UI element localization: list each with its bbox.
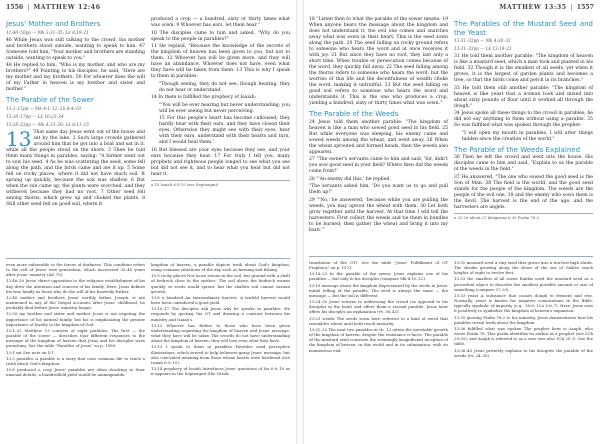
- study-note: 13:35 quoting Psalm 78:2 to his ministry, Jesus demonstrates how his parables reveal truth about the kingdom.: [454, 314, 593, 325]
- verse-paragraph: 16 But blessed are your eyes because they see, and your ears because they hear. 17 For truly I tell you, many prophets and righteous people longed to see what you see but did not see it, and to hear what you hear but did not hear it.: [151, 147, 290, 177]
- study-note: 12:46–50 Jesus' direct opposition to the religious establishment of his day drew the attention and concern of his family. Here, Jesus defines his true family as those who do the will of his heavenly Father.: [6, 278, 145, 294]
- verse-paragraph: 28 "'An enemy did this,' he replied.: [309, 176, 391, 182]
- verse-paragraph: 11 He replied, "Because the knowledge of the secrets of the kingdom of heaven has been given to you, but not to them. 12 Whoever has will be given more, and they will have an abundance. Whoever does not have, even what they have will be taken from them. 13 This is why I speak to them in parables:: [151, 44, 290, 79]
- study-note: 13:31 mustard seed A tiny seed that grows into a ten-foot-high shrub. The shrubs growing along the shore of the sea of Galilee reach heights of eight to twelve feet.: [454, 260, 593, 276]
- verse-paragraph: 14 In them is fulfilled the prophecy of Isaiah:: [151, 95, 257, 100]
- study-note: 12:50 my brother and sister and mother Jesus is not negating the importance of his natural family, but his is emphasizing the greater importance of loyalty to the kingdom of God.: [6, 311, 145, 327]
- study-note: 13:24–30 Jesus returns to addressing the crowd (as opposed to his disciples in the boat) and offers them a second parable. Jesus later offers his disciples an explanation (vv. 36–43).: [309, 299, 448, 315]
- verse-paragraph: [6, 126, 145, 208]
- study-note: 13:8 a hundred An extraordinary harvest. A tenfold harvest would have been considered a good yield.: [151, 294, 290, 306]
- study-notes-divider: [309, 256, 593, 257]
- book-gutter: [296, 0, 304, 444]
- verse-paragraph: 33 He told them still another parable: "The kingdom of heaven is like yeast that a woman took and mixed into about sixty pounds of flour until it worked all through the dough.": [454, 85, 593, 109]
- right-running-head: [310, 4, 594, 16]
- study-note: 13:18–23 In the parable of the sower, Jesus explains one of his parables — but only to his disciples (compare Mk 4:10–12).: [309, 271, 448, 282]
- left-head-separator: |: [27, 4, 30, 11]
- study-note: 13:33 the smallest of all seeds Rabbis used the mustard seed as a proverbial object to describe the smallest possible amount or size of something (compare 17:20).: [454, 276, 593, 292]
- verse-paragraph: 29 "'No,' he answered, 'because while you are pulling the weeds, you may uproot the wheat with them. 30 Let both grow together until the harvest. At that time I will tell the harvesters: First collect the weeds and tie them in bundles to be burned; then gather the wheat and bring it into my barn.'": [309, 197, 448, 233]
- cross-reference: 13:18–23pp — Mk 4:13–20; Lk 8:11–15: [6, 121, 89, 127]
- study-note: 13:25 weeds The seeds sown here referred to a kind of weed that resembles wheat until both reach maturity.: [309, 315, 448, 326]
- poetry-line: "I will open my mouth in parables, I will utter things hidden since the creation of the world.": [462, 130, 593, 142]
- verse-text: That same day Jesus went out of the house and sat by the lake. 2 Such large crowds gathered around him that he got into a boat and sat in it, while all the people stood on the shore. 3 Then he told them many things in parables, saying: "A farmer went out to sow his seed. 4 As he was scattering the seed, some fell along the path, and the birds came and ate it up. 5 Some fell on rocky places, where it did not have much soil. It sprang up quickly, because the soil was shallow. 6 But when the sun came up, the plants were scorched, and they withered because they had no root. 7 Other seed fell among thorns, which grew up and choked the plants. 8 Still other seed fell on good soil, where it: [6, 129, 145, 207]
- right-page: [304, 0, 600, 444]
- study-note: 13:33 yeast A substance that causes dough to ferment and rise. Normally, yeast is known for negative connotations in the Bible, typically symbolic of impurity (e.g., 16:6; 1Co 5:6–7). Here, Jesus uses it positively to symbolize the kingdom of heaven's expansion.: [454, 292, 593, 314]
- verse-paragraph: 36 Then he left the crowd and went into the house. His disciples came to him and said, "Explain to us the parable of the weeds in the field.": [454, 155, 593, 172]
- study-note: 13:10–17 The disciples ask Jesus why he speaks in parables. He responds by quoting the OT and drawing a contrast between his ministry and Isaiah's.: [151, 306, 290, 322]
- right-page-number: 1557: [576, 4, 594, 11]
- verse-paragraph: 18 "Listen then to what the parable of the sower means: 19 When anyone hears the message about the kingdom and does not understand it, the evil one comes and snatches away what was sown in their heart. This is the seed sown along the path. 20 The seed falling on rocky ground refers to someone who hears the word and at once receives it with joy. 21 But since they have no root, they last only a short time. When trouble or persecution comes because of the word, they quickly fall away. 22 The seed falling among the thorns refers to someone who hears the word, but the worries of this life and the deceitfulness of wealth choke the word, making it unfruitful. 23 But the seed falling on good soil refers to someone who hears the word and understands it. This is the one who produces a crop, yielding a hundred, sixty or thirty times what was sown.": [309, 17, 448, 106]
- right-head-separator: |: [570, 4, 573, 11]
- cross-reference: 13:16–17pp — Lk 10:23–24: [6, 113, 64, 119]
- verse-paragraph: 27 "The owner's servants came to him and said, 'Sir, didn't you sow good seed in your field? Where then did the weeds come from?': [309, 157, 448, 174]
- verse-paragraph: 37 He answered, "The one who sowed the good seed is the Son of Man. 38 The field is the world, and the good seed stands for the people of the kingdom. The weeds are the people of the evil one, 39 and the enemy who sows them is the devil. The harvest is the end of the age, and the harvesters are angels.: [454, 174, 593, 210]
- cross-reference: 12:46–50pp — Mk 3:31–35; Lk 8:19–21: [6, 29, 89, 35]
- study-note: 13:13 I speak to them in parables Parables used perceptive illustrations, which served to help believers grasp Jesus' message, but also concealed meaning from those whose hearts were hardened (see Isaiah 6:9–10).: [151, 344, 290, 365]
- right-column-a: [309, 17, 448, 235]
- study-note: 13:5 rocky places Not loose stones in the soil, but ground with a shelf of bedrock close to the surface. The soil above the bedrock warms quickly, so seeds would sprout, but the shallow soil cannot sustain growth.: [151, 273, 290, 294]
- poetry-line: 15 For this people's heart has become calloused; they hardly hear with their ears, and they have closed their eyes. Otherwise they might see with their eyes, hear with their ears, understand with their hearts and turn, and I would heal them.': [159, 116, 290, 145]
- heading-parable-weeds: The Parable of the Weeds: [309, 110, 399, 118]
- heading-mustard-seed-yeast: The Parables of the Mustard Seed and the Yeast: [454, 20, 593, 37]
- study-note: even more vulnerable to the forces of darkness. This condition refers to the evil of Jesus' own generation, which uncovered 35–40 years after Jesus' ministry (AD 70).: [6, 262, 145, 278]
- left-column-a: [6, 17, 145, 209]
- verse-paragraph: 46 While Jesus was still talking to the crowd, his mother and brothers stood outside, wanting to speak to him. 47 Someone told him, "Your mother and brothers are standing outside, wanting to speak to you.": [6, 37, 145, 61]
- verse-paragraph: "The servants asked him, 'Do you want us to go and pull them up?': [309, 184, 448, 195]
- study-note: 13:14 prophecy of Isaiah Introduces Jesus' quotation of Isa 6:9–10 as it appears in the Septuagint (the Greek: [151, 365, 290, 377]
- heading-parable-sower: The Parable of the Sower: [6, 96, 94, 104]
- study-note: 13:3 parables A parable is a story that uses common life to teach a truth about God's kingdom.: [6, 355, 145, 366]
- study-note: 13:36–43 Jesus privately explains to his disciples the parable of the weeds (vv. 24–30).: [454, 347, 593, 358]
- left-running-head: [6, 4, 290, 16]
- chapter-dropcap: 13: [6, 126, 32, 151]
- study-note: 13:36 fulfilled what was spoken The prophet here is Asaph, who wrote Psalm 78. This psalm identifies its author as a prophet (see 2Ch 29:30), and Asaph is referred to as a seer (see also 1Ch 25:2). See the table.: [454, 325, 593, 347]
- study-note: 13:1–52 Matthew 13 consists of eight parables. The first — the parable of the sower — describes four different responses to the message of the kingdom of heaven that Jesus and his disciples were preaching. See the table "Parables of Jesus" on p. 1556.: [6, 327, 145, 349]
- poetry-line: "Though seeing, they do not see; though hearing, they do not hear or understand.: [159, 81, 290, 93]
- left-page-number: 1556: [6, 4, 24, 11]
- study-note: kingdom of heaven, a parable depicts truth about God's kingdom, using common situations of the day such as farming and fishing.: [151, 262, 290, 273]
- footnote: a 33 Or about 27 kilograms b 35 Psalm 78:2: [454, 213, 593, 221]
- study-note: 13:1 sat See note on 5:1.: [6, 349, 56, 355]
- verse-paragraph: 10 The disciples came to him and asked, "Why do you speak to the people in parables?": [151, 30, 290, 42]
- left-study-notes-b: [151, 262, 290, 377]
- verse-paragraph: 31 He told them another parable: "The kingdom of heaven is like a mustard seed, which a man took and planted in his field. 32 Though it is the smallest of all seeds, yet when it grows, it is the largest of garden plants and becomes a tree, so that the birds come and perch in its branches.": [454, 54, 593, 83]
- study-note: 13:8 produced a crop Jesus' parables are often shocking in their unusual details; a hundredfold yield would be unimaginable.: [6, 366, 145, 378]
- footnote: a 15 Isaiah 6:9,10 (see Septuagint): [151, 180, 290, 188]
- right-column-b: [454, 17, 593, 221]
- verse-paragraph: 24 Jesus told them another parable: "The kingdom of heaven is like a man who sowed good seed in his field. 25 But while everyone was sleeping, his enemy came and sowed weeds among the wheat, and went away. 26 When the wheat sprouted and formed heads, then the weeds also appeared.: [309, 119, 448, 155]
- study-note: 13:12 Whoever has Refers to those who have been given understanding regarding the kingdom of heaven and Jesus' message. what they have will be taken The crowds do not have understanding about the kingdom of heaven; they will lose even what they have.: [151, 322, 290, 344]
- study-notes-divider: [6, 258, 290, 259]
- cross-reference: 13:31–32pp — Mk 4:30–32: [454, 38, 511, 43]
- study-note: 13:31–33 The next two parables in ch. 13 stress the inevitable growth of the kingdom of heaven, despite the resistance it faces. The parable of the mustard seed contrasts the seemingly insignificant inception of the kingdom of heaven, in this world and in its culmination, with its momentous end.: [309, 326, 448, 353]
- left-book-reference: MATTHEW 12:46: [33, 4, 101, 11]
- right-book-reference: MATTHEW 13:35: [499, 4, 567, 11]
- right-study-notes-b: [454, 260, 593, 359]
- cross-reference: 13:1–15pp — Mk 4:1–12; Lk 8:4–10: [6, 105, 81, 111]
- right-study-notes-a: [309, 260, 448, 354]
- study-note: translation of the OT). See the table "Jesus' Fulfillment of OT Prophecy" on p. 1573.: [309, 260, 448, 271]
- left-column-b: [151, 17, 290, 188]
- verse-paragraph: produced a crop — a hundred, sixty or thirty times what was sown. 9 Whoever has ears, let them hear.": [151, 17, 290, 28]
- study-note: 13:19 message about the kingdom Represented by the seeds in Jesus' initial telling of the parable. The seed is always the same — the message — but the soil is different.: [309, 282, 448, 298]
- heading-mother-brothers: Jesus' Mother and Brothers: [6, 20, 101, 28]
- left-page: [0, 0, 296, 444]
- left-study-notes-a: [6, 262, 145, 378]
- verse-paragraph: 34 Jesus spoke all these things to the crowd in parables; he did not say anything to them without using a parable. 35 So was fulfilled what was spoken through the prophet:: [454, 111, 593, 128]
- verse-paragraph: 48 He replied to him, "Who is my mother, and who are my brothers?" 49 Pointing to his disciples, he said, "Here are my mother and my brothers. 50 For whoever does the will of my Father in heaven is my brother and sister and mother.": [6, 63, 145, 92]
- poetry-line: "'You will be ever hearing but never understanding; you will be ever seeing but never perceiving.: [159, 102, 290, 114]
- cross-reference: 13:31–33pp — Lk 13:18–21: [454, 46, 512, 51]
- heading-weeds-explained: The Parable of the Weeds Explained: [454, 145, 581, 154]
- study-note: 12:46 mother and brothers Jesus' earthly father, Joseph, is not mentioned in any of the Gospel accounts after Jesus' childhood; he probably died before Jesus' ministry began.: [6, 294, 145, 311]
